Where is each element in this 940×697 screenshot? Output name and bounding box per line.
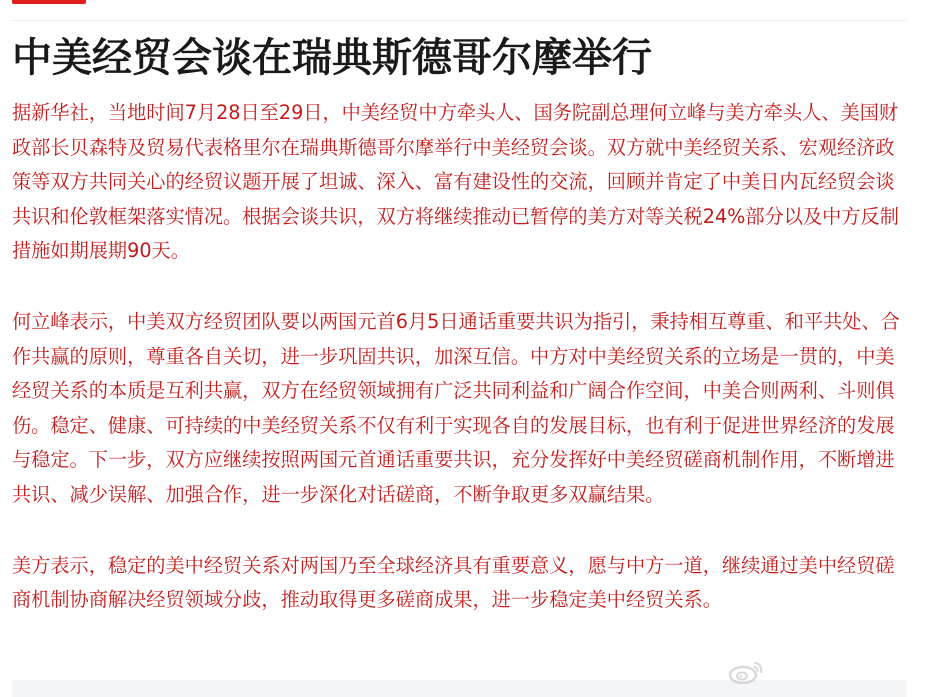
article-paragraph: 何立峰表示，中美双方经贸团队要以两国元首6月5日通话重要共识为指引，秉持相互尊重、和平共处、合作共赢的原则，尊重各自关切，进一步巩固共识，加深互信。中方对中美经贸关系的立场是一贯的，中美经贸关系的本质是互利共赢，双方在经贸领域拥有广泛共同利益和广阔合作空间，中美合则两利、斗则俱伤。稳定、健康、可持续的中美经贸关系不仅有利于实现各自的发展目标，也有利于促进世界经济的发展与稳定。下一步，双方应继续按照两国元首通话重要共识，充分发挥好中美经贸磋商机制作用，不断增进共识、减少误解、加强合作，进一步深化对话磋商，不断争取更多双赢结果。 bbox=[12, 309, 900, 506]
top-bar bbox=[0, 0, 940, 22]
article-paragraph: 据新华社，当地时间7月28日至29日，中美经贸中方牵头人、国务院副总理何立峰与美方牵头人、美国财政部长贝森特及贸易代表格里尔在瑞典斯德哥尔摩举行中美经贸会谈。双方就中美经贸关系、宏观经济政策等双方共同关心的经贸议题开展了坦诚、深入、富有建设性的交流，回顾并肯定了中美日内瓦经贸会谈共识和伦敦框架落实情况。根据会谈共识，双方将继续推动已暂停的美方对等关税24%部分以及中方反制措施如期展期90天。 bbox=[12, 101, 899, 263]
article-body bbox=[12, 96, 904, 618]
article-title: 中美经贸会谈在瑞典斯德哥尔摩举行 bbox=[12, 35, 652, 81]
article-paragraph: 美方表示，稳定的美中经贸关系对两国乃至全球经济具有重要意义，愿与中方一道，继续通过美中经贸磋商机制协商解决经贸领域分歧，推动取得更多磋商成果，进一步稳定美中经贸关系。 bbox=[12, 553, 895, 612]
brand-logo-badge[interactable] bbox=[12, 0, 86, 4]
next-content-card bbox=[12, 680, 907, 697]
header-divider bbox=[12, 20, 907, 21]
weibo-logo-icon bbox=[726, 659, 766, 685]
weibo-watermark bbox=[726, 656, 766, 688]
